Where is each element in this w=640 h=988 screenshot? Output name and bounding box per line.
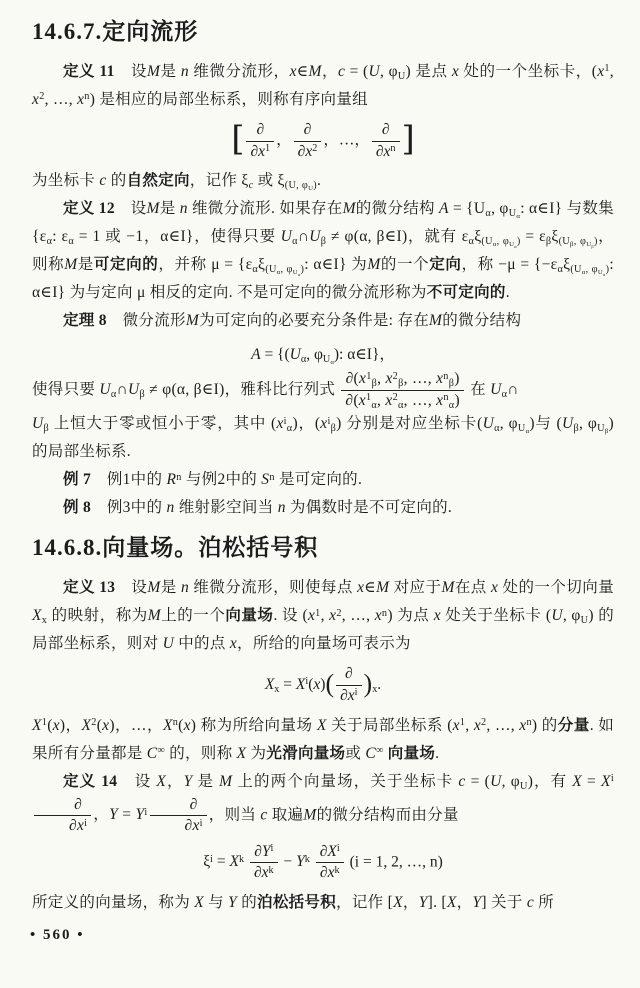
components-text: $X^1(x)$，$X^2(x)$，…，$X^n(x)$ 称为所给向量场 X 关于局部坐标系 ($x^1$, $x^2$, …, $x^n$) 的分量. 如果所有分量都是 C∞ 的，则称 X 为光滑向量场或 C∞ 向量场. xyxy=(32,716,615,762)
example-7-text: 例 7 例1中的 $R^n$ 与例2中的 $S^n$ 是可定向的. xyxy=(63,471,363,489)
right-bracket: ] xyxy=(401,119,415,160)
denominator: $\partial x^i$ xyxy=(184,817,203,835)
jacobian-fraction xyxy=(341,370,464,410)
numerator: ∂ xyxy=(294,121,322,142)
example-8-text: 例 8 例3中的 n 维射影空间当 n 为偶数时是不可定向的. xyxy=(63,499,453,517)
def14-segment-b: ，$Y = Y^i$ xyxy=(93,806,148,824)
definition-13-text: 定义 13 设M是 n 维微分流形，则使每点 x∈M 对应于M在点 x 处的一个切向量 $X_x$ 的映射，称为M上的一个向量场. 设 ($x^1$, $x^2$, …, $x^n$) 为点 x 处关于坐标卡 (U, $\varphi_U$) 的局部坐标系，则对 U 中的点 x，所给的向量场可表示为 xyxy=(32,579,615,653)
section-heading-14-6-8: 14.6.8.向量场。泊松括号积 xyxy=(32,535,319,561)
formula-atlas xyxy=(32,342,614,367)
numerator: $\partial Y^i$ xyxy=(250,843,278,864)
atlas-expression: $A = \{(U_\alpha$, $\varphi_{U_\alpha}$): α∈I}， xyxy=(251,346,395,367)
separator-ellipsis: ，…， xyxy=(323,131,370,149)
separator: ， xyxy=(276,131,292,149)
denominator: $\partial x^n$ xyxy=(375,142,396,160)
denominator: $\partial x^k$ xyxy=(253,864,274,882)
section-heading-14-6-7: 14.6.7.定向流形 xyxy=(32,19,199,44)
field-lhs: $X_x = X^i(x)$ xyxy=(264,676,326,696)
denominator: $\partial x^2$ xyxy=(297,142,318,160)
denominator: $\partial x^i$ xyxy=(340,686,358,704)
numerator: ∂ xyxy=(372,121,400,142)
definition-14-text xyxy=(32,768,614,836)
numerator: ∂ xyxy=(150,796,207,817)
definition-11-text: 定义 11 设M是 n 维微分流形，x∈M，c = (U, $\varphi_U$) 是点 x 处的一个坐标卡，($x^1$, $x^2$, …, $x^n$) 是相应的局部坐标系，则称有序向量组 xyxy=(32,63,614,108)
theorem-8-intro: 定理 8 微分流形M为可定向的必要充分条件是: 存在M的微分结构 xyxy=(63,312,522,330)
poisson-fraction-1 xyxy=(250,843,278,883)
formula-poisson-bracket xyxy=(32,843,614,883)
closing-text: 所定义的向量场，称为 X 与 Y 的泊松括号积，记作 [X，Y]. [X，Y] 关于 c 所 xyxy=(32,893,554,911)
formula-vector-field xyxy=(32,665,614,705)
numerator: ∂ xyxy=(34,796,91,817)
denominator: $\partial x^k$ xyxy=(319,864,340,882)
field-fraction xyxy=(336,665,361,705)
fraction-ddxn xyxy=(372,121,400,161)
right-paren: ) xyxy=(363,669,373,699)
poisson-lhs: $\xi^i = X^k$ xyxy=(203,853,245,871)
jacobian-post-text: 在 $U_\alpha\cap$ xyxy=(470,380,519,400)
page-number: • 560 • xyxy=(30,927,85,943)
field-subscript: $_x$. xyxy=(372,676,382,696)
poisson-minus-term: − $Y^k$ xyxy=(283,853,310,871)
numerator: $\partial(x^1_\beta$, $x^2_\beta$, …, $x^n_\beta$) xyxy=(341,370,464,391)
def14-segment-a: 定义 14 设 X，Y 是 M 上的两个向量场，关于坐标卡 c = (U, $\varphi_U$)，有 $X = X^i$ xyxy=(63,772,614,792)
fraction-ddx1 xyxy=(246,121,274,161)
fraction-ddx2 xyxy=(294,121,322,161)
def14-segment-c: ，则当 c 取遍M的微分结构而由分量 xyxy=(208,806,459,824)
jacobian-pre-text: 使得只要 $U_\alpha\cap U_\beta \ne \varphi(\alpha$, β∈I)，雅科比行列式 xyxy=(32,380,336,400)
poisson-fraction-2 xyxy=(316,843,344,883)
def14-fraction-x xyxy=(34,796,91,836)
denominator: $\partial x^i$ xyxy=(69,817,88,835)
poisson-index-range: (i = 1, 2, …, n) xyxy=(349,853,443,871)
def14-fraction-y xyxy=(150,796,207,836)
denominator: $\partial(x^1_\alpha$, $x^2_\alpha$, …, $x^n_\alpha$) xyxy=(345,391,460,411)
theorem-8-jacobian-line xyxy=(32,370,614,410)
left-bracket: [ xyxy=(231,119,245,160)
numerator: $\partial X^i$ xyxy=(316,843,344,864)
theorem-8-continuation: $U_\beta$ 上恒大于零或恒小于零，其中 $(x^i_\alpha)$，$(x^i_\beta)$ 分别是对应坐标卡($U_\alpha$, $\varphi_{U_\alpha}$)与 ($U_\beta$, $\varphi_{U_\beta}$) 的局部坐标系. xyxy=(32,415,614,461)
denominator: $\partial x^1$ xyxy=(250,142,271,160)
formula-natural-frame xyxy=(32,121,614,161)
definition-12-text: 定义 12 设M是 n 维微分流形. 如果存在M的微分结构 $A = \{U_\alpha$, $\varphi_{U_\alpha}$: α∈I} 与数集 {$\varepsilon_\alpha$: $\varepsilon_\alpha = 1$ 或 −1，α∈I}，使得只要 $U_\alpha\cap U_\beta \ne \varphi(\alpha$, β∈I)，就有 $\varepsilon_\alpha\xi_{(U_\alpha, \varphi_{U_\alpha})} = \varepsilon_\beta\xi_{(U_\beta, \varphi_{U_\beta})}$，则称M是可定向的，并称 $\mu = \{\varepsilon_\alpha\xi_{(U_\alpha, \varphi_{U_\alpha})}$: α∈I} 为M的一个定向，称 $-\mu = \{-\varepsilon_\alpha\xi_{(U_\alpha, \varphi_{U_\alpha})}$: α∈I} 为与定向 μ 相反的定向. 不是可定向的微分流形称为不可定向的. xyxy=(32,200,614,302)
left-paren: ( xyxy=(325,669,335,699)
natural-orientation-text: 为坐标卡 c 的自然定向，记作 $\xi_c$ 或 $\xi_{(U, \varphi_U)}$. xyxy=(32,172,322,193)
numerator: ∂ xyxy=(246,121,274,142)
numerator: ∂ xyxy=(336,665,361,686)
